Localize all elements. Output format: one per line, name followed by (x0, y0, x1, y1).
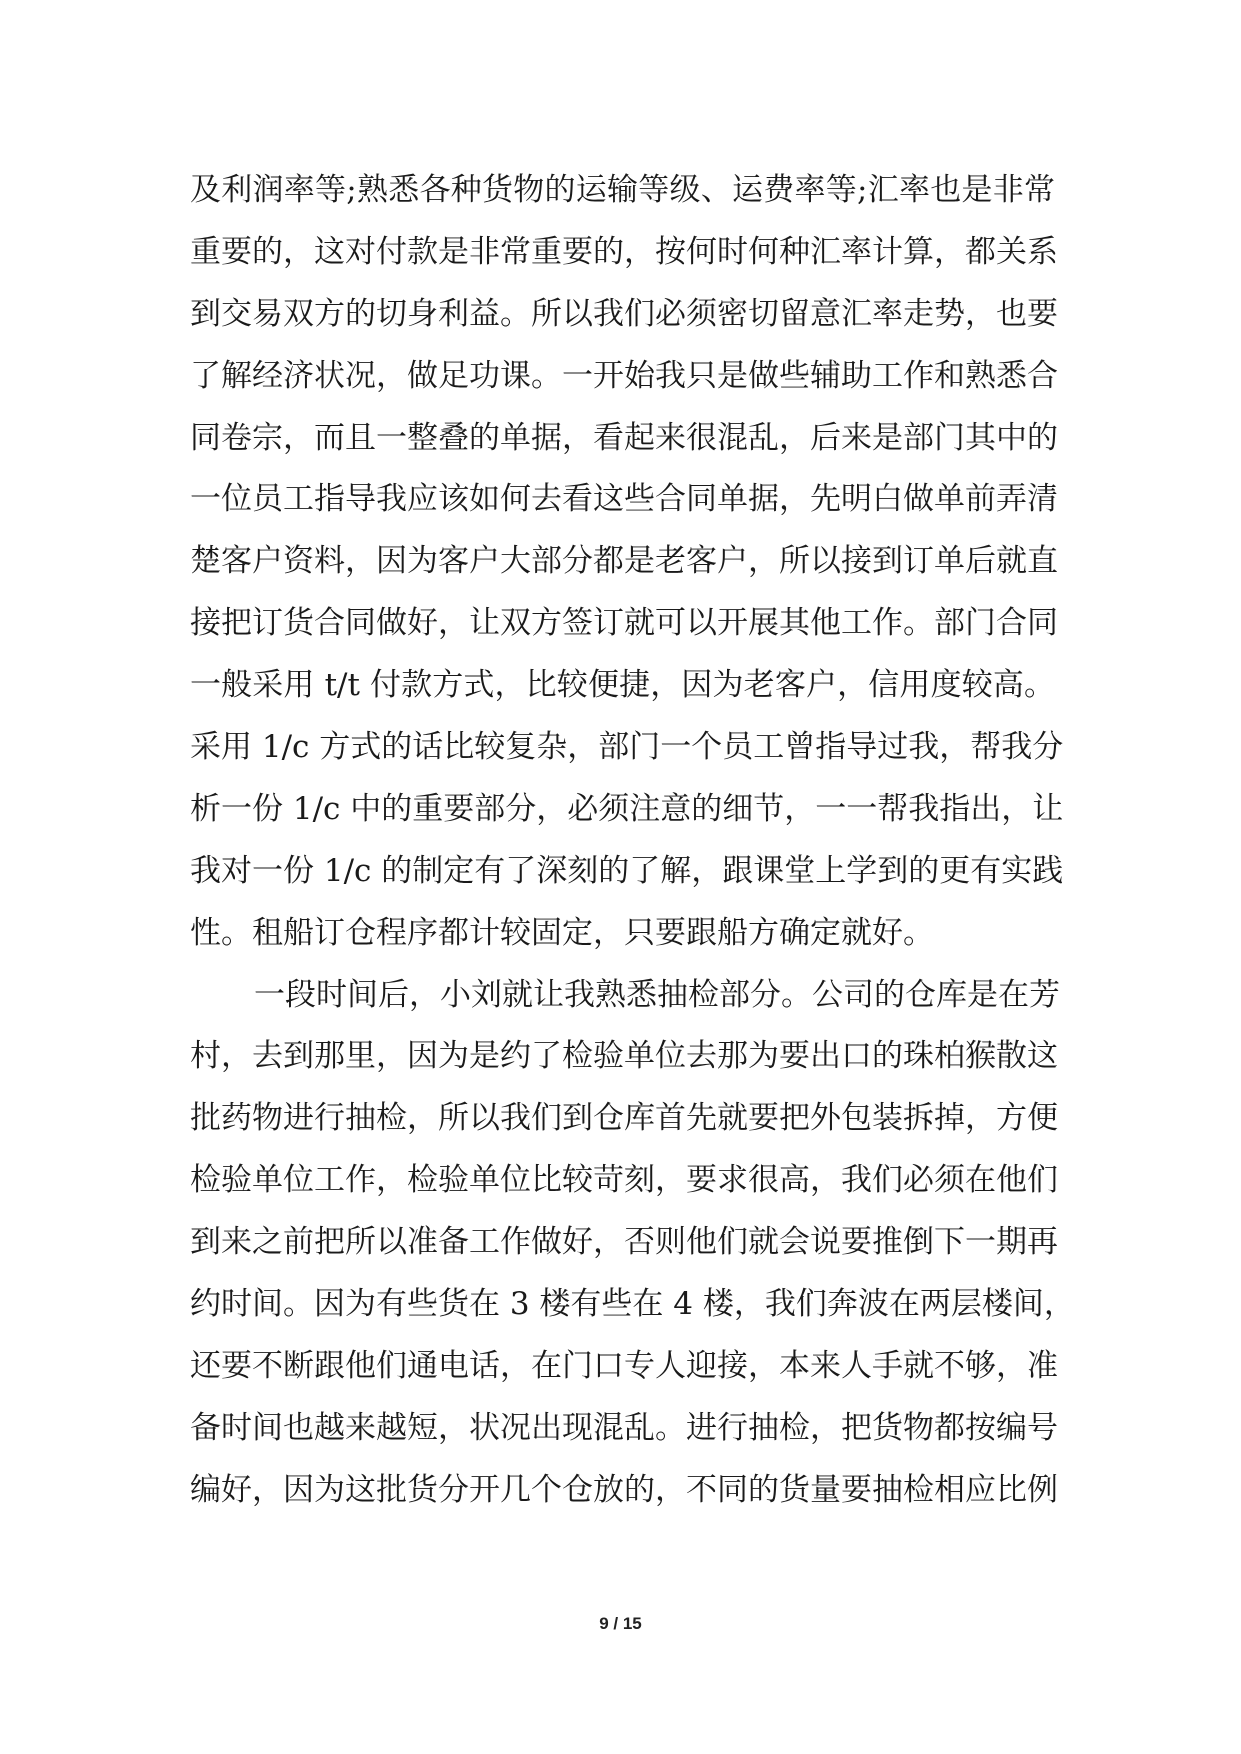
text-line: 重要的，这对付款是非常重要的，按何时何种汇率计算，都关系 (190, 233, 1058, 270)
text-line: 约时间。因为有些货在 3 楼有些在 4 楼，我们奔波在两层楼间， (190, 1286, 1075, 1323)
text-line: 备时间也越来越短，状况出现混乱。进行抽检，把货物都按编号 (190, 1409, 1058, 1446)
text-line: 一段时间后，小刘就让我熟悉抽检部分。公司的仓库是在芳 (254, 976, 1060, 1013)
text-line: 检验单位工作，检验单位比较苛刻，要求很高，我们必须在他们 (190, 1162, 1058, 1199)
page-number: 9 / 15 (599, 1614, 642, 1633)
text-line: 到交易双方的切身利益。所以我们必须密切留意汇率走势，也要 (190, 295, 1058, 332)
text-line: 了解经济状况，做足功课。一开始我只是做些辅助工作和熟悉合 (190, 357, 1058, 394)
text-line: 我对一份 1/c 的制定有了深刻的了解，跟课堂上学到的更有实践 (190, 852, 1064, 889)
body-text (190, 160, 1075, 1522)
text-line: 及利润率等;熟悉各种货物的运输等级、运费率等;汇率也是非常 (190, 172, 1055, 208)
text-line: 一位员工指导我应该如何去看这些合同单据，先明白做单前弄清 (190, 481, 1058, 518)
text-line: 性。租船订仓程序都计较固定，只要跟船方确定就好。 (190, 914, 934, 951)
text-line: 编好，因为这批货分开几个仓放的，不同的货量要抽检相应比例 (190, 1471, 1058, 1508)
text-line: 析一份 1/c 中的重要部分，必须注意的细节，一一帮我指出，让 (190, 790, 1064, 827)
text-line: 一般采用 t/t 付款方式，比较便捷，因为老客户，信用度较高。 (190, 667, 1055, 704)
text-line: 楚客户资料，因为客户大部分都是老客户，所以接到订单后就直 (190, 543, 1058, 580)
text-line: 接把订货合同做好，让双方签订就可以开展其他工作。部门合同 (190, 605, 1058, 642)
paragraph-2 (190, 965, 1075, 1522)
text-line: 村，去到那里，因为是约了检验单位去那为要出口的珠柏猴散这 (190, 1038, 1058, 1075)
text-line: 到来之前把所以准备工作做好，否则他们就会说要推倒下一期再 (190, 1224, 1058, 1261)
text-line: 同卷宗，而且一整叠的单据，看起来很混乱，后来是部门其中的 (190, 419, 1058, 456)
paragraph-1 (190, 160, 1064, 965)
text-line: 还要不断跟他们通电话，在门口专人迎接，本来人手就不够，准 (190, 1347, 1058, 1384)
text-line: 批药物进行抽检，所以我们到仓库首先就要把外包装拆掉，方便 (190, 1100, 1058, 1137)
text-line: 采用 1/c 方式的话比较复杂，部门一个员工曾指导过我，帮我分 (190, 729, 1064, 766)
